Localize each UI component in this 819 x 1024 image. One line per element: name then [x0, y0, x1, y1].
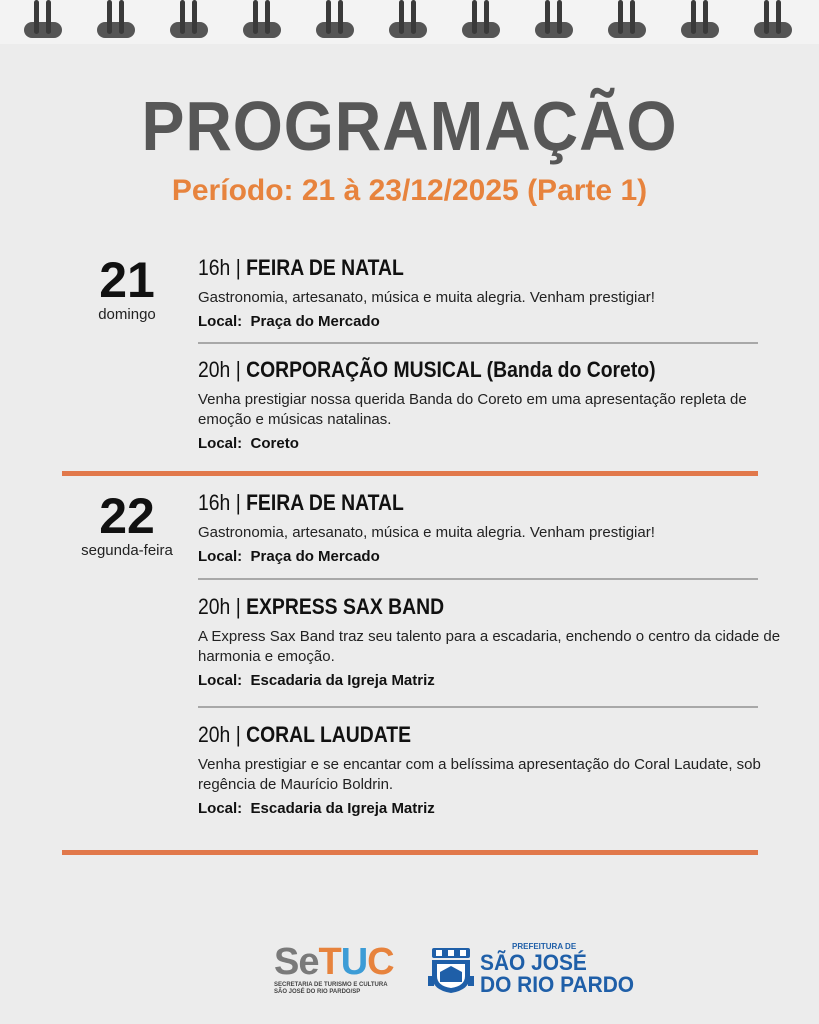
- day-22: [62, 490, 192, 559]
- event-location: Local: Praça do Mercado: [198, 313, 380, 330]
- event-heading: 20h | EXPRESS SAX BAND: [198, 594, 445, 619]
- event-description: Venha prestigiar nossa querida Banda do Coreto em uma apresentação repleta de emoção e músicas natalinas.: [198, 391, 747, 428]
- event-name: FEIRA DE NATAL: [246, 255, 404, 280]
- binding-ring: [170, 0, 208, 40]
- event-location: Local: Praça do Mercado: [198, 548, 380, 565]
- event-time: 16h: [198, 255, 231, 280]
- event-description: Gastronomia, artesanato, música e muita alegria. Venham prestigiar!: [198, 289, 655, 306]
- event-divider: [198, 706, 758, 708]
- day-weekday: segunda-feira: [81, 542, 173, 559]
- binding-ring: [462, 0, 500, 40]
- city-crest-icon: [428, 946, 474, 994]
- event-time: 20h: [198, 594, 231, 619]
- event-heading: 16h | FEIRA DE NATAL: [198, 490, 404, 515]
- binding-ring: [24, 0, 62, 40]
- binding-ring: [389, 0, 427, 40]
- event-item: [198, 489, 790, 565]
- day-number: 21: [99, 252, 155, 308]
- event-name: CORPORAÇÃO MUSICAL (Banda do Coreto): [246, 357, 656, 382]
- event-heading: 20h | CORAL LAUDATE: [198, 722, 412, 747]
- event-time: 16h: [198, 490, 231, 515]
- event-item: [198, 254, 790, 330]
- event-time: 20h: [198, 722, 231, 747]
- event-heading: 16h | FEIRA DE NATAL: [198, 255, 404, 280]
- spiral-binding: [0, 0, 819, 44]
- event-description: Venha prestigiar e se encantar com a belíssima apresentação do Coral Laudate, sob regência de Maurício Boldrin.: [198, 756, 761, 793]
- binding-ring: [243, 0, 281, 40]
- binding-ring: [608, 0, 646, 40]
- event-name: FEIRA DE NATAL: [246, 490, 404, 515]
- setuc-logo: SeTUC SECRETARIA DE TURISMO E CULTURA SÃO JOSÉ DO RIO PARDO/SP: [274, 941, 394, 995]
- event-item: [198, 721, 790, 817]
- prefeitura-logo: PREFEITURA DE SÃO JOSÉ DO RIO PARDO: [428, 942, 618, 998]
- event-divider: [198, 342, 758, 344]
- event-description: Gastronomia, artesanato, música e muita alegria. Venham prestigiar!: [198, 524, 655, 541]
- event-item: [198, 593, 790, 689]
- event-location: Local: Coreto: [198, 435, 299, 452]
- event-location: Local: Escadaria da Igreja Matriz: [198, 800, 435, 817]
- event-description: A Express Sax Band traz seu talento para a escadaria, enchendo o centro da cidade de harmonia e emoção.: [198, 628, 781, 665]
- event-divider: [198, 578, 758, 580]
- event-name: CORAL LAUDATE: [246, 722, 412, 747]
- event-time: 20h: [198, 357, 231, 382]
- day-21: [62, 254, 192, 323]
- day-number: 22: [99, 488, 155, 544]
- period-subtitle: Período: 21 à 23/12/2025 (Parte 1): [171, 174, 648, 207]
- day-weekday: domingo: [98, 306, 156, 323]
- page-title: PROGRAMAÇÃO: [141, 87, 678, 165]
- event-name: EXPRESS SAX BAND: [246, 594, 445, 619]
- binding-ring: [754, 0, 792, 40]
- day-separator: [62, 471, 758, 476]
- binding-ring: [97, 0, 135, 40]
- event-item: [198, 356, 790, 452]
- binding-ring: [316, 0, 354, 40]
- event-location: Local: Escadaria da Igreja Matriz: [198, 672, 435, 689]
- binding-ring: [535, 0, 573, 40]
- event-heading: 20h | CORPORAÇÃO MUSICAL (Banda do Coreto): [198, 357, 656, 382]
- binding-ring: [681, 0, 719, 40]
- bottom-separator: [62, 850, 758, 855]
